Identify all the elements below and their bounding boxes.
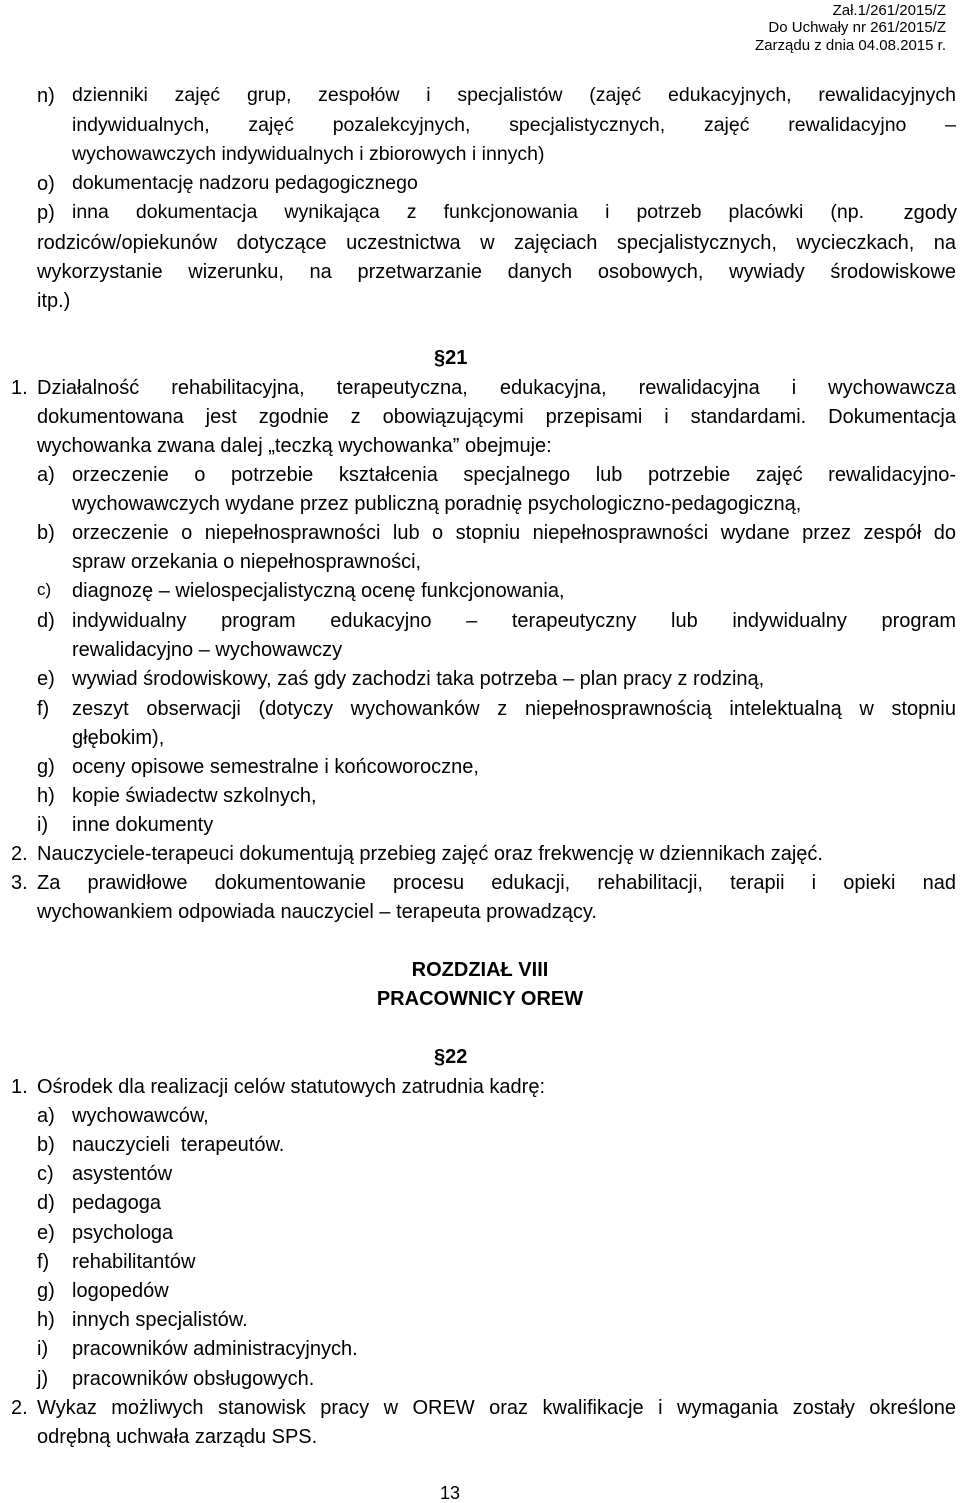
list-item-p-line1-end: zgody: [903, 202, 957, 224]
s21-item1-number: 1.: [11, 377, 28, 399]
s21-sub-label-i: i): [37, 814, 49, 836]
s22-sub-c: asystentów: [72, 1163, 173, 1185]
s21-item3-number: 3.: [11, 872, 28, 894]
list-item-p-line4: itp.): [37, 290, 71, 312]
s21-item3-line1: Za prawidłowe dokumentowanie procesu edukacji, rehabilitacji, terapii i opieki nad: [37, 872, 956, 894]
list-item-o: dokumentację nadzoru pedagogicznego: [72, 172, 418, 194]
page-number: 13: [440, 1483, 461, 1503]
s21-item2-number: 2.: [11, 843, 28, 865]
s21-sub-b-line2: spraw orzekania o niepełnosprawności,: [72, 551, 422, 573]
s22-sub-f: rehabilitantów: [72, 1251, 196, 1273]
s22-sub-a: wychowawców,: [72, 1105, 209, 1127]
resolution-number: Do Uchwały nr 261/2015/Z: [768, 19, 946, 36]
s22-sub-label-b: b): [37, 1134, 55, 1156]
chapter-title: ROZDZIAŁ VIII: [411, 959, 549, 981]
s21-sub-d-line2: rewalidacyjno – wychowawczy: [72, 639, 343, 661]
s22-item2-line1: Wykaz możliwych stanowisk pracy w OREW oraz kwalifikacje i wymagania zostały określone: [37, 1397, 956, 1419]
s22-sub-e: psychologa: [72, 1222, 174, 1244]
s21-sub-h: kopie świadectw szkolnych,: [72, 785, 317, 807]
s21-sub-label-c: c): [37, 580, 52, 599]
s21-item3-line2: wychowankiem odpowiada nauczyciel – terapeuta prowadzący.: [37, 901, 597, 923]
s21-sub-f-line2: głębokim),: [72, 727, 165, 749]
s21-sub-g: oceny opisowe semestralne i końcoworoczne,: [72, 756, 479, 778]
s22-sub-g: logopedów: [72, 1280, 169, 1302]
s21-item1-line2: dokumentowana jest zgodnie z obowiązującymi przepisami i standardami. Dokumentacja: [37, 406, 956, 428]
s21-sub-e: wywiad środowiskowy, zaś gdy zachodzi taka potrzeba – plan pracy z rodziną,: [72, 668, 765, 690]
s21-sub-a-line1: orzeczenie o potrzebie kształcenia specjalnego lub potrzebie zajęć rewalidacyjno-: [72, 464, 956, 486]
s21-sub-label-f: f): [37, 698, 50, 720]
s22-sub-label-h: h): [37, 1309, 55, 1331]
list-item-n-line1: dzienniki zajęć grup, zespołów i specjalistów (zajęć edukacyjnych, rewalidacyjnych: [72, 84, 956, 106]
list-label-p: p): [37, 202, 55, 224]
s22-sub-d: pedagoga: [72, 1192, 161, 1214]
section-21-heading: §21: [434, 347, 468, 369]
list-label-o: o): [37, 173, 55, 195]
s22-sub-i: pracowników administracyjnych.: [72, 1338, 358, 1360]
list-item-n-line2: indywidualnych, zajęć pozalekcyjnych, specjalistycznych, zajęć rewalidacyjno –: [72, 114, 956, 136]
s22-item1-number: 1.: [11, 1076, 28, 1098]
s22-item2-number: 2.: [11, 1397, 28, 1419]
s21-sub-c: diagnozę – wielospecjalistyczną ocenę funkcjonowania,: [72, 580, 565, 602]
list-label-n: n): [37, 85, 55, 107]
s21-item1-line3: wychowanka zwana dalej „teczką wychowanka” obejmuje:: [37, 435, 552, 457]
s22-item1: Ośrodek dla realizacji celów statutowych zatrudnia kadrę:: [37, 1076, 546, 1098]
s22-sub-label-c: c): [37, 1163, 54, 1185]
list-item-p-line3: wykorzystanie wizerunku, na przetwarzanie danych osobowych, wywiady środowiskowe: [37, 261, 956, 283]
s22-sub-label-e: e): [37, 1222, 55, 1244]
s21-sub-label-h: h): [37, 785, 55, 807]
resolution-date: Zarządu z dnia 04.08.2015 r.: [755, 37, 946, 54]
attachment-number: Zał.1/261/2015/Z: [832, 2, 946, 19]
s21-sub-f-line1: zeszyt obserwacji (dotyczy wychowanków z niepełnosprawnością intelektualną w stopniu: [72, 698, 956, 720]
s21-sub-label-g: g): [37, 756, 55, 778]
s21-sub-d-line1: indywidualny program edukacyjno – terapeutyczny lub indywidualny program: [72, 610, 956, 632]
s21-item2: Nauczyciele-terapeuci dokumentują przebieg zajęć oraz frekwencję w dziennikach zajęć.: [37, 843, 823, 865]
list-item-n-line3: wychowawczych indywidualnych i zbiorowych i innych): [72, 143, 545, 165]
s22-sub-h: innych specjalistów.: [72, 1309, 248, 1331]
s21-sub-a-line2: wychowawczych wydane przez publiczną poradnię psychologiczno-pedagogiczną,: [72, 493, 802, 515]
s21-sub-label-a: a): [37, 464, 55, 486]
s21-sub-b-line1: orzeczenie o niepełnosprawności lub o stopniu niepełnosprawności wydane przez zespół do: [72, 522, 956, 544]
section-22-heading: §22: [434, 1046, 468, 1068]
s21-sub-label-e: e): [37, 668, 55, 690]
s22-sub-label-a: a): [37, 1105, 55, 1127]
chapter-subtitle: PRACOWNICY OREW: [376, 988, 584, 1010]
s22-sub-label-d: d): [37, 1192, 55, 1214]
s21-item1-line1: Działalność rehabilitacyjna, terapeutyczna, edukacyjna, rewalidacyjna i wychowawcza: [37, 377, 956, 399]
list-item-p-line2: rodziców/opiekunów dotyczące uczestnictwa w zajęciach specjalistycznych, wycieczkach, na: [37, 232, 956, 254]
s22-sub-b: nauczycieli terapeutów.: [72, 1134, 285, 1156]
list-item-p-line1: inna dokumentacja wynikająca z funkcjonowania i potrzeb placówki (np.: [72, 201, 864, 223]
s22-sub-label-j: j): [37, 1368, 49, 1390]
s22-item2-line2: odrębną uchwała zarządu SPS.: [37, 1426, 318, 1448]
s21-sub-label-d: d): [37, 610, 55, 632]
s22-sub-label-g: g): [37, 1280, 55, 1302]
s21-sub-label-b: b): [37, 522, 55, 544]
s21-sub-i: inne dokumenty: [72, 814, 214, 836]
s22-sub-j: pracowników obsługowych.: [72, 1368, 315, 1390]
s22-sub-label-f: f): [37, 1251, 50, 1273]
s22-sub-label-i: i): [37, 1338, 49, 1360]
